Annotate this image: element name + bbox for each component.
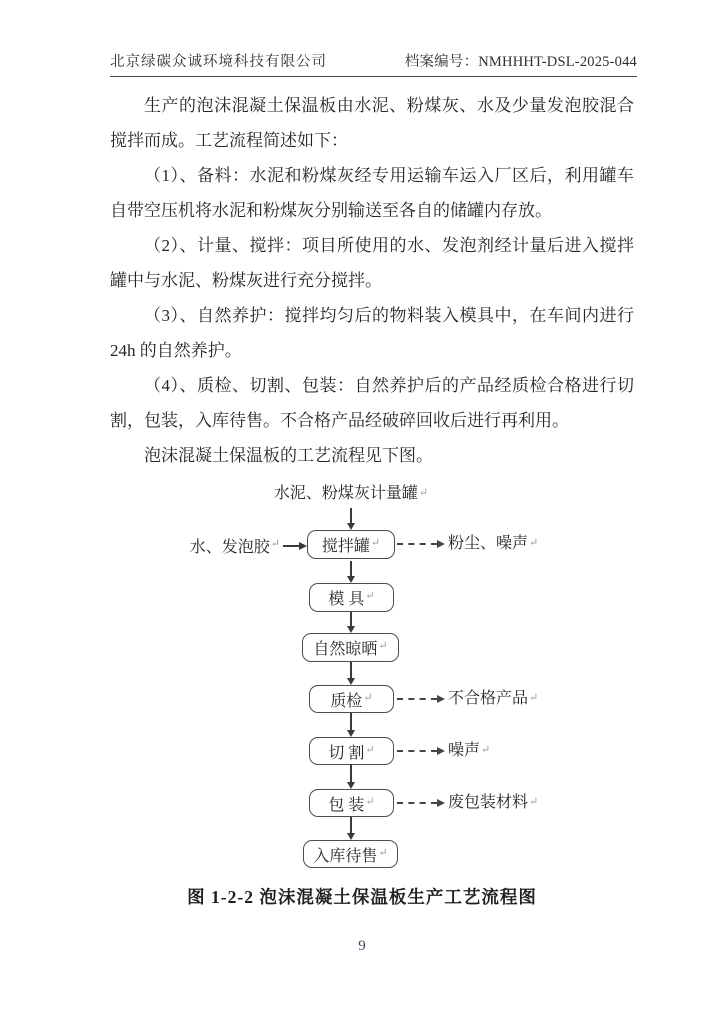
- flow-box-warehouse: [303, 840, 398, 868]
- flow-box-quality-inspection: [309, 685, 394, 713]
- body-text: [110, 88, 634, 473]
- flow-box-label: 模 具: [328, 591, 365, 608]
- flow-source-text: 水泥、粉煤灰计量罐: [273, 485, 418, 502]
- flow-box-label: 质检: [330, 692, 363, 710]
- paragraph-intro: 生产的泡沫混凝土保温板由水泥、粉煤灰、水及少量发泡胶混合搅拌而成。工艺流程简述如下：: [110, 96, 634, 150]
- dashed-arrow-waste-packaging: [397, 802, 437, 804]
- flow-source-label: [274, 484, 428, 505]
- page-header: [110, 50, 637, 77]
- paragraph-step1: （1）、备料：水泥和粉煤灰经专用运输车运入厂区后，利用罐车自带空压机将水泥和粉煤灰分别输送至各自的储罐内存放。: [110, 166, 634, 220]
- flow-box-label: 包 装: [328, 796, 365, 814]
- company-name: 北京绿碳众诚环境科技有限公司: [110, 54, 327, 70]
- flow-box-mold: [309, 583, 394, 612]
- return-mark-icon: ↵: [370, 537, 381, 549]
- return-mark-icon: ↵: [270, 538, 280, 550]
- flow-input-water-foam: [190, 534, 307, 557]
- paragraph-figure-intro: 泡沫混凝土保温板的工艺流程见下图。: [144, 446, 433, 465]
- flow-arrow-down-2: [350, 561, 352, 576]
- dashed-arrow-rejects: [397, 698, 437, 700]
- flow-input-label: 水、发泡胶: [189, 539, 270, 556]
- flow-output-rejects: [448, 689, 538, 710]
- flow-box-packing: [309, 789, 394, 817]
- process-flowchart: [0, 482, 724, 880]
- flow-box-natural-drying: [302, 633, 399, 662]
- flow-arrow-down-3: [350, 612, 352, 626]
- flow-box-label: 切 割: [328, 744, 365, 762]
- figure-title: 泡沫混凝土保温板生产工艺流程图: [259, 887, 537, 907]
- flow-box-label: 自然晾晒: [313, 641, 378, 658]
- return-mark-icon: ↵: [481, 744, 491, 756]
- flow-output-dust-noise: [448, 534, 538, 555]
- dashed-arrow-noise: [397, 750, 437, 752]
- flow-output-noise: [448, 741, 490, 762]
- flow-arrow-down-7: [350, 817, 352, 833]
- flow-output-waste-packaging: [448, 793, 538, 814]
- page-number: 9: [358, 938, 366, 954]
- paragraph-step2: （2）、计量、搅拌：项目所使用的水、发泡剂经计量后进入搅拌罐中与水泥、粉煤灰进行充分搅拌。: [110, 236, 634, 290]
- figure-caption: [0, 884, 724, 909]
- paragraph-step3: （3）、自然养护：搅拌均匀后的物料装入模具中，在车间内进行 24h 的自然养护。: [110, 306, 634, 360]
- figure-number: 图 1-2-2: [187, 887, 254, 907]
- paragraph-step4: （4）、质检、切割、包装：自然养护后的产品经质检合格进行切割，包装，入库待售。不合格产品经破碎回收后进行再利用。: [110, 376, 634, 430]
- return-mark-icon: ↵: [418, 487, 429, 499]
- flow-output-text: 噪声: [448, 742, 481, 759]
- return-mark-icon: ↵: [365, 795, 375, 808]
- flow-arrow-down-6: [350, 765, 352, 782]
- flow-arrow-down-5: [350, 713, 352, 730]
- return-mark-icon: ↵: [529, 692, 539, 704]
- flow-output-text: 粉尘、噪声: [448, 535, 529, 552]
- flow-output-text: 废包装材料: [448, 794, 529, 811]
- return-mark-icon: ↵: [378, 846, 388, 859]
- archive-number: 档案编号：NMHHHT-DSL-2025-044: [404, 54, 637, 70]
- solid-arrow-line: [283, 545, 299, 547]
- flow-box-mixer: [307, 530, 395, 559]
- return-mark-icon: ↵: [529, 537, 539, 549]
- flow-box-label: 入库待售: [313, 847, 378, 865]
- return-mark-icon: ↵: [363, 691, 373, 704]
- flow-output-text: 不合格产品: [448, 690, 529, 707]
- flow-box-label: 搅拌罐: [321, 538, 370, 555]
- return-mark-icon: ↵: [365, 590, 375, 602]
- return-mark-icon: ↵: [529, 796, 539, 808]
- flow-box-cutting: [309, 737, 394, 765]
- flow-arrow-down-1: [350, 508, 352, 523]
- dashed-arrow-dust-noise: [397, 543, 437, 545]
- return-mark-icon: ↵: [378, 640, 388, 652]
- flow-arrow-down-4: [350, 662, 352, 678]
- return-mark-icon: ↵: [365, 743, 375, 756]
- solid-arrow-head-icon: [299, 542, 307, 550]
